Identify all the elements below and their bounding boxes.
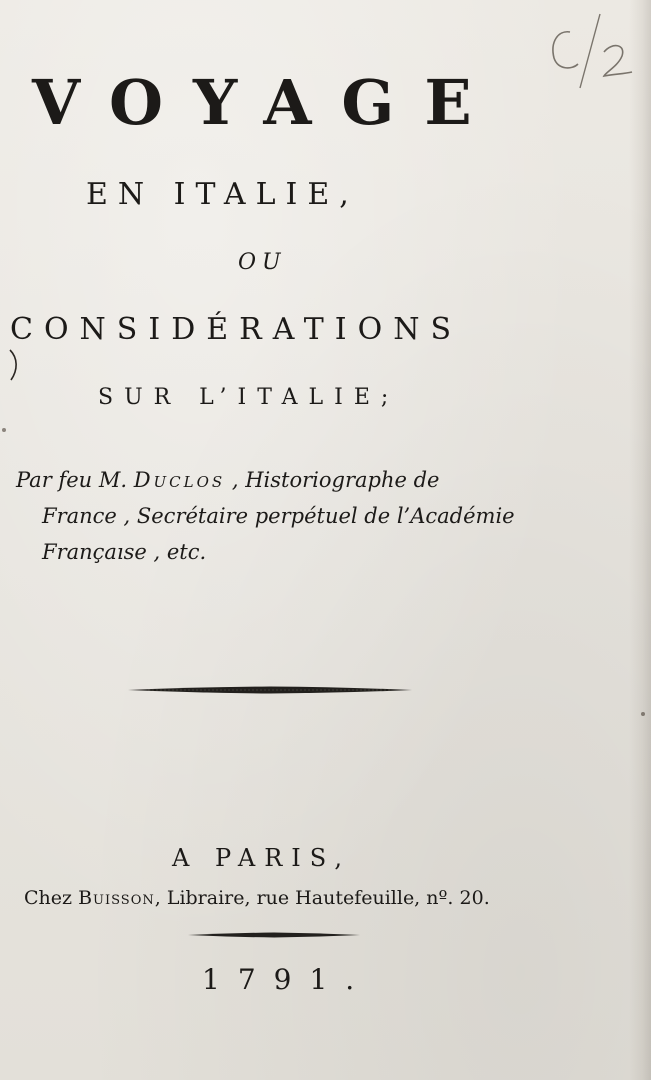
author-title: , Historiographe de (231, 468, 440, 492)
alternate-subtitle: SUR L’ITALIE; (98, 385, 400, 410)
handwritten-shelfmark (546, 12, 636, 92)
imprint-publisher (24, 884, 490, 912)
imprint-place: A PARIS, (172, 844, 352, 872)
page-edge-shadow (629, 0, 651, 1080)
ink-speck (2, 428, 6, 432)
ornamental-rule-small (188, 932, 360, 938)
author-statement (16, 462, 536, 570)
ornamental-rule (128, 686, 412, 694)
publication-year: 1791. (202, 963, 373, 996)
title-conjunction: OU (238, 250, 287, 275)
margin-pen-mark (6, 348, 22, 384)
alternate-title: CONSIDÉRATIONS (10, 312, 463, 347)
publisher-address: , Libraire, rue Hautefeuille, nº. 20. (154, 887, 490, 909)
author-prefix: Par feu M. (16, 468, 127, 492)
publisher-name: Buisson (78, 887, 155, 909)
book-subtitle: EN ITALIE, (86, 177, 359, 212)
author-line-3: Françaıse , etc. (42, 540, 207, 564)
book-title: VOYAGE (32, 66, 502, 139)
author-surname: Duclos (133, 468, 226, 492)
publisher-prefix: Chez (24, 887, 73, 909)
author-line-2: France , Secrétaire perpétuel de l’Académie (42, 504, 515, 528)
ink-speck (641, 712, 645, 716)
